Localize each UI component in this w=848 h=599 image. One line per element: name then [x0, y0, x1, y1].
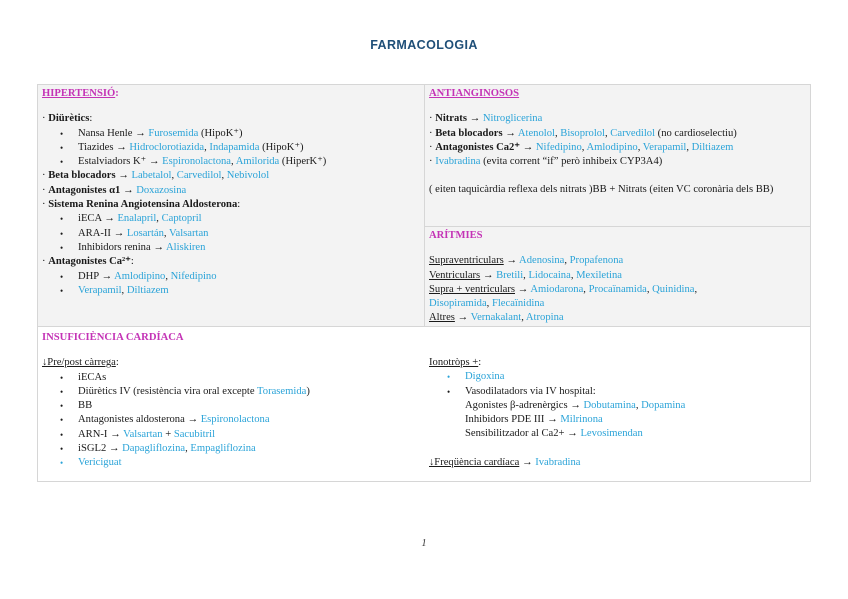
diuretics-list — [42, 127, 420, 170]
ivabradina-line: · Ivabradina (evita corrent “if” però inhibeix CYP3A4) — [429, 156, 663, 168]
hipertensio-cell — [38, 85, 425, 326]
prepost-list — [42, 371, 422, 471]
insuficiencia-cell — [38, 326, 810, 481]
ca-antagonists-line: · Antagonistes Ca²⁺: — [42, 256, 134, 268]
freq-line: ↓Freqüència cardíaca → Ivabradina — [429, 456, 581, 468]
vasodilator-item: Sensibilitzador al Ca2+ → Levosimendan — [465, 428, 643, 440]
list-item: • Diürètics IV (resistència vira oral excepte Torasemida) — [42, 385, 422, 399]
list-item: • Verapamil, Diltiazem — [42, 284, 420, 298]
alpha1-line: · Antagonistes α1 → Doxazosina — [42, 184, 187, 196]
vasodilator-item: Inhibidors PDE III → Milrinona — [465, 414, 603, 426]
hipertensio-header: HIPERTENSIÓ — [42, 88, 116, 99]
antianginosos-header: ANTIANGINOSOS — [429, 88, 520, 99]
ca-list — [42, 270, 420, 299]
vasodilator-item: Agonistes β-adrenèrgics → Dobutamina, Dopamina — [465, 399, 686, 411]
list-item: • Antagonistes aldosterona → Espironolactona — [42, 413, 422, 427]
inotrops-list — [429, 370, 804, 399]
prepost-line: ↓Pre/post càrrega: — [42, 357, 119, 369]
list-item: • iSGL2 → Dapagliflozina, Empagliflozina — [42, 442, 422, 456]
list-item: • ARA-II → Losartán, Valsartan — [42, 227, 420, 241]
insuficiencia-left — [42, 329, 422, 471]
list-item: • Inhibidors renina → Aliskiren — [42, 241, 420, 255]
list-item: • Tiazides → Hidroclorotiazida, Indapamida (HipoK⁺) — [42, 141, 420, 155]
inotrops-line: Ionotròps +: — [429, 357, 482, 368]
arritmies-header: ARÍTMIES — [429, 230, 483, 241]
page-number: 1 — [421, 538, 427, 549]
list-item: • Nansa Henle → Furosemida (HipoK⁺) — [42, 127, 420, 141]
ant-beta-line: · Beta blocadors → Atenolol, Bisoprolol, Carvedilol (no cardioselectiu) — [429, 127, 737, 139]
beta-blocadors-line: · Beta blocadors → Labetalol, Carvedilol, Nebivolol — [42, 170, 270, 182]
ventriculars-line: Ventriculars → Bretili, Lidocaina, Mexiletina — [429, 269, 623, 281]
sraa-line: · Sistema Renina Angiotensina Aldosterona: — [42, 199, 241, 211]
list-item: • Digoxina — [429, 370, 804, 384]
list-item: • iECAs — [42, 371, 422, 385]
antianginosos-note: ( eiten taquicàrdia reflexa dels nitrats )BB + Nitrats (eiten VC coronària dels BB) — [429, 184, 774, 196]
page-title: FARMACOLOGIA — [370, 38, 478, 52]
diuretics-line: · Diürètics: — [42, 113, 93, 125]
list-item: • Estalviadors K⁺ → Espironolactona, Amilorida (HiperK⁺) — [42, 155, 420, 169]
insuficiencia-right — [429, 329, 804, 470]
list-item: • iECA → Enalapril, Captopril — [42, 212, 420, 226]
hipertensio-header-line: HIPERTENSIÓ: — [42, 87, 420, 112]
list-item: • DHP → Amlodipino, Nifedipino — [42, 270, 420, 284]
antianginosos-cell — [425, 85, 810, 227]
insuficiencia-header: INSUFICIÈNCIA CARDÍACA — [42, 332, 184, 343]
list-item: • Vasodilatadors via IV hospital: — [429, 385, 804, 399]
list-item: • ARN-I → Valsartan + Sacubitril — [42, 428, 422, 442]
altres-line: Altres → Vernakalant, Atropina — [429, 312, 564, 324]
sraa-list — [42, 212, 420, 255]
supraventriculars-line: Supraventriculars → Adenosina, Propafenona — [429, 255, 624, 267]
pharmacology-table — [37, 84, 811, 482]
list-item: • BB — [42, 399, 422, 413]
ant-ca-line: · Antagonistes Ca2⁺ → Nifedipino, Amlodipino, Verapamil, Diltiazem — [429, 141, 734, 153]
arritmies-cell — [425, 227, 810, 326]
nitrats-line: · Nitrats → Nitroglicerina — [429, 113, 543, 125]
list-item: • Vericiguat — [42, 456, 422, 470]
supra-ventriculars-line: Supra + ventriculars → Amiodarona, Procaïnamida, Quinidina, Disopiramida, Flecaïnidina — [429, 283, 698, 310]
